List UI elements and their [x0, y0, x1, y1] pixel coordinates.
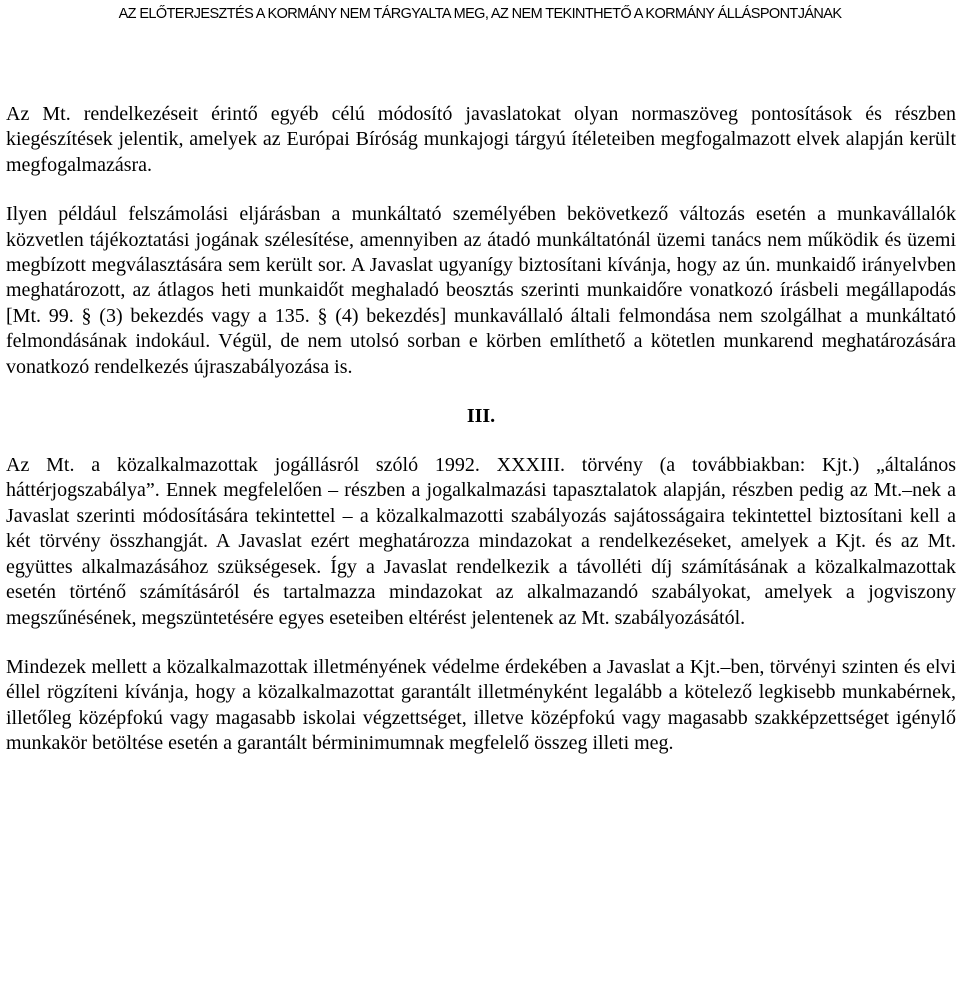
paragraph-mt-modifications: Az Mt. rendelkezéseit érintő egyéb célú módosító javaslatokat olyan normaszöveg pontosítások és részben kiegészítések jelentik, amelyek az Európai Bíróság munkajogi tárgyú ítéleteiben megfogalmazott elvek alapján került megfogalmazásra.: [6, 103, 956, 176]
page-header: AZ ELŐTERJESZTÉS A KORMÁNY NEM TÁRGYALTA MEG, AZ NEM TEKINTHETŐ A KORMÁNY ÁLLÁSPONTJÁNAK: [118, 6, 842, 22]
paragraph-kjt-relation: Az Mt. a közalkalmazottak jogállásról szóló 1992. XXXIII. törvény (a továbbiakban: Kjt.) „általános háttérjogszabálya”. Ennek megfelelően – részben a jogalkalmazási tapasztalatok alapján, részben pedig az Mt.–nek a Javaslat szerinti módosítására tekintettel – a közalkalmazotti szabályozás sajátosságaira tekintettel biztosítani kell a két törvény összhangját. A Javaslat ezért meghatározza mindazokat a rendelkezéseket, amelyek a Kjt. és az Mt. együttes alkalmazásához szükségesek. Így a Javaslat rendelkezik a távolléti díj számításának a közalkalmazottak esetén történő számításáról és tartalmazza mindazokat az alkalmazandó szabályokat, amelyek a jogviszony megszűnésének, megszüntetésére egyes eseteiben eltérést jelentenek az Mt. szabályozásától.: [6, 454, 956, 629]
document-body: [6, 102, 956, 757]
section-heading: III.: [466, 405, 496, 428]
paragraph-salary-protection: Mindezek mellett a közalkalmazottak illetményének védelme érdekében a Javaslat a Kjt.–ben, törvényi szinten és elvi éllel rögzíteni kívánja, hogy a közalkalmazottat garantált illetményként legalább a kötelező legkisebb munkabérnek, illetőleg középfokú vagy magasabb iskolai végzettséget, illetve középfokú vagy magasabb szakképzettséget igénylő munkakör betöltése esetén a garantált bérminimumnak megfelelő összeg illeti meg.: [6, 655, 956, 755]
paragraph-examples: Ilyen például felszámolási eljárásban a munkáltató személyében bekövetkező változás esetén a munkavállalók közvetlen tájékoztatási jogának szélesítése, amennyiben az átadó munkáltatónál üzemi tanács nem működik és üzemi megbízott megválasztására sem került sor. A Javaslat ugyanígy biztosítani kívánja, hogy az ún. munkaidő irányelvben meghatározott, az átlagos heti munkaidőt meghaladó beosztás szerinti munkaidőre vonatkozó írásbeli megállapodás [Mt. 99. § (3) bekezdés vagy a 135. § (4) bekezdés] munkavállaló általi felmondása nem szolgálhat a munkáltató felmondásának indokául. Végül, de nem utolsó sorban e körben említhető a kötetlen munkarend meghatározására vonatkozó rendelkezés újraszabályozása is.: [6, 203, 956, 378]
